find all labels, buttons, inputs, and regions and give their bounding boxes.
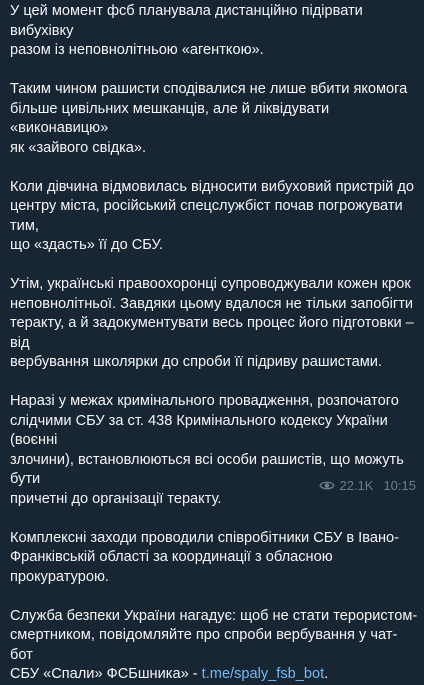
- message-paragraph-1: У цей момент фсб планувала дистанційно підірвати вибухівку разом із неповнолітньою «агенткою».: [10, 3, 363, 58]
- message-text: [10, 2, 420, 685]
- eye-icon: [319, 480, 335, 491]
- message-paragraph-7: [10, 607, 420, 685]
- message-paragraph-4: Утім, українські правоохоронці супроводжували кожен крок неповнолітньої. Завдяки цьому вдалося не тільки запобігти теракту, а й задокументувати весь процес його підготовки – від вербування школярки до спроби її підриву рашистами.: [10, 276, 414, 370]
- message-paragraph-7-text: Служба безпеки України нагадує: щоб не стати терористом- смертником, повідомляйте про спроби вербування у чат-бот СБУ «Спали» ФСБшника» -: [10, 607, 418, 682]
- message-meta: [319, 478, 416, 493]
- message-paragraph-2: Таким чином рашисти сподівалися не лише вбити якомога більше цивільних мешканців, але й ліквідувати «виконавицю» як «зайвого свідка».: [10, 81, 408, 156]
- message-paragraph-3: Коли дівчина відмовилась відносити вибуховий пристрій до центру міста, російський спецслужбіст почав погрожувати тим, що «здасть» її до СБУ.: [10, 178, 414, 253]
- bot-link[interactable]: t.me/spaly_fsb_bot: [201, 666, 325, 682]
- message-time: 10:15: [383, 478, 416, 493]
- message-paragraph-6: Комплексні заходи проводили співробітники СБУ в Івано- Франківській області за координації з обласною прокуратурою.: [10, 529, 399, 585]
- link-suffix: .: [324, 666, 329, 682]
- view-count: 22.1K: [339, 478, 374, 493]
- message-paragraph-5: Наразі у межах кримінального провадження, розпочатого слідчими СБУ за ст. 438 Кримінального кодексу України (воєнні злочини), встановлюються всі особи рашистів, що можуть бути причетні до організації теракту.: [10, 393, 404, 507]
